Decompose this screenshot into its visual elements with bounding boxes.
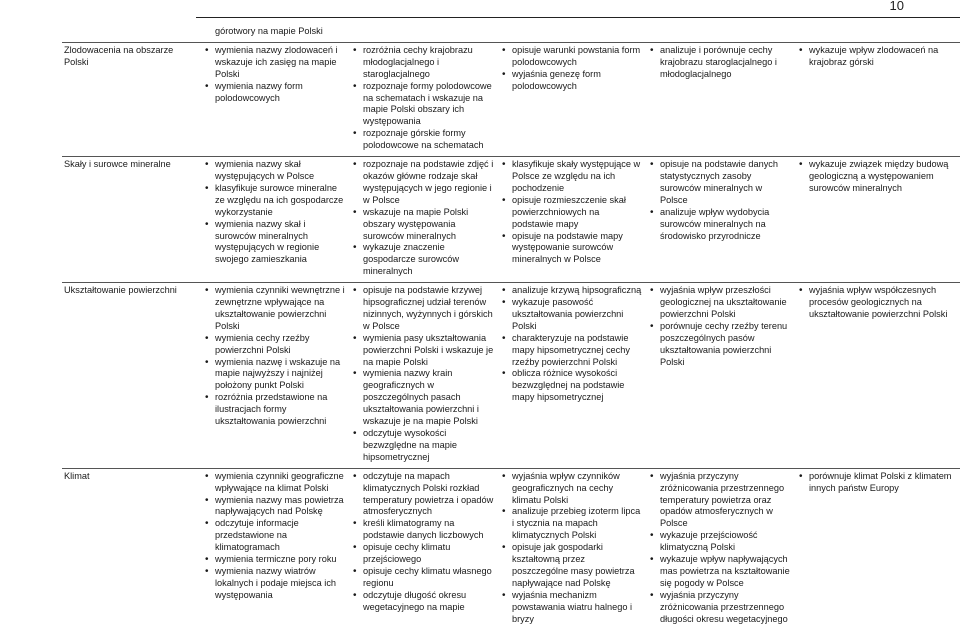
requirement-list [350,159,495,278]
requirement-item: • wyjaśnia wpływ czynników geograficznych na cechy klimatu Polski [499,471,643,507]
requirement-item: • opisuje warunki powstania form polodowcowych [499,45,643,69]
requirement-item: • wykazuje wpływ zlodowaceń na krajobraz górski [796,45,958,69]
requirement-cell [645,468,794,629]
requirement-item: • wyjaśnia wpływ współczesnych procesów geologicznych na ukształtowanie powierzchni Polski [796,285,958,321]
requirement-item: • odczytuje informacje przedstawione na klimatogramach [202,518,346,554]
requirement-item: • wskazuje na mapie Polski obszary występowania surowców mineralnych [350,207,495,243]
requirement-item: • klasyfikuje surowce mineralne ze względu na ich gospodarcze wykorzystanie [202,183,346,219]
requirement-item: • wykazuje wpływ napływających mas powietrza na kształtowanie się pogody w Polsce [647,554,792,590]
requirement-item: • odczytuje wysokości bezwzględne na mapie hipsometrycznej [350,428,495,464]
requirement-item: • rozpoznaje górskie formy polodowcowe na schematach [350,128,495,152]
requirement-item: • opisuje cechy klimatu przejściowego [350,542,495,566]
table-row [62,42,960,156]
requirement-list [796,285,958,321]
requirement-item: • wymienia nazwy zlodowaceń i wskazuje ich zasięg na mapie Polski [202,45,346,81]
requirement-list [350,471,495,614]
requirement-list [499,471,643,626]
requirement-cell [200,26,348,42]
requirement-item: • wyjaśnia genezę form polodowcowych [499,69,643,93]
requirement-item: • opisuje na podstawie danych statystycznych zasoby surowców mineralnych w Polsce [647,159,792,207]
requirement-list [499,159,643,266]
requirement-item: • rozpoznaje formy polodowcowe na schematach i wskazuje na mapie Polski obszary ich występowania [350,81,495,129]
table-row [62,157,960,283]
requirement-item: • opisuje na podstawie krzywej hipsograficznej udział terenów nizinnych, wyżynnych i górskich w Polsce [350,285,495,333]
requirement-list [796,159,958,195]
requirement-cell [200,157,348,283]
requirement-item: • opisuje rozmieszczenie skał powierzchniowych na podstawie mapy [499,195,643,231]
requirement-cell [497,26,645,42]
requirement-list [202,159,346,266]
requirement-item: • wykazuje pasowość ukształtowania powierzchni Polski [499,297,643,333]
requirement-item: • wymienia nazwy skał i surowców mineralnych występujących w regionie swojego zamieszkania [202,219,346,267]
requirement-item: • opisuje na podstawie mapy występowanie surowców mineralnych w Polsce [499,231,643,267]
requirement-cell [497,468,645,629]
requirement-cell [645,42,794,156]
requirement-item: • wymienia nazwę i wskazuje na mapie najwyższy i najniżej położony punkt Polski [202,357,346,393]
requirement-item: • oblicza różnice wysokości bezwzględnej na podstawie mapy hipsometrycznej [499,368,643,404]
requirement-list [202,471,346,602]
topic-cell [62,468,200,629]
requirement-item: • klasyfikuje skały występujące w Polsce ze względu na ich pochodzenie [499,159,643,195]
requirement-cell [794,26,960,42]
requirement-item: • wyjaśnia przyczyny zróżnicowania przestrzennego długości okresu wegetacyjnego [647,590,792,626]
requirement-item: • odczytuje długość okresu wegetacyjnego na mapie [350,590,495,614]
requirement-item: • wymienia cechy rzeźby powierzchni Polski [202,333,346,357]
requirement-cell [348,26,497,42]
topic-label: Skały i surowce mineralne [64,159,171,170]
requirement-item: • analizuje przebieg izoterm lipca i stycznia na mapach klimatycznych Polski [499,506,643,542]
topic-cell [62,26,200,42]
requirement-list [202,45,346,105]
requirement-item: • analizuje i porównuje cechy krajobrazu staroglacjalnego i młodoglacjalnego [647,45,792,81]
requirement-item: • odczytuje na mapach klimatycznych Polski rozkład temperatury powietrza i opadów atmosferycznych [350,471,495,519]
requirement-cell [645,157,794,283]
requirement-item: • wymienia nazwy form polodowcowych [202,81,346,105]
curriculum-table [62,26,960,630]
top-rule [196,17,960,18]
requirement-list [647,45,792,81]
requirement-item: • analizuje wpływ wydobycia surowców mineralnych na środowisko przyrodnicze [647,207,792,243]
table-body [62,26,960,630]
requirement-cell [794,42,960,156]
requirement-list [350,285,495,464]
requirement-list [647,471,792,626]
requirement-item: • wymienia pasy ukształtowania powierzchni Polski i wskazuje je na mapie Polski [350,333,495,369]
requirement-cell [497,42,645,156]
topic-label: Zlodowacenia na obszarze Polski [64,44,174,67]
requirement-item: • wyjaśnia przyczyny zróżnicowania przestrzennego temperatury powietrza oraz opadów atmosferycznych w Polsce [647,471,792,531]
requirement-list [499,285,643,404]
topic-cell [62,157,200,283]
requirement-list [647,159,792,242]
requirement-item: • opisuje jak gospodarki kształtowną przez poszczególne masy powietrza napływające nad Polskę [499,542,643,590]
requirement-list [202,285,346,428]
requirement-cell [348,157,497,283]
requirement-item: • analizuje krzywą hipsograficzną [499,285,643,297]
requirement-cell [794,157,960,283]
requirement-cell [348,42,497,156]
requirement-list [796,45,958,69]
requirement-item: • wykazuje związek między budową geologiczną a występowaniem surowców mineralnych [796,159,958,195]
requirement-cell [497,157,645,283]
requirement-item: • wykazuje znaczenie gospodarcze surowców mineralnych [350,242,495,278]
requirement-cell [497,283,645,469]
requirement-item: • rozpoznaje na podstawie zdjęć i okazów główne rodzaje skał występujących w jego regionie i w Polsce [350,159,495,207]
requirement-item: • opisuje cechy klimatu własnego regionu [350,566,495,590]
requirement-cell [200,283,348,469]
requirement-item: • rozróżnia przedstawione na ilustracjach formy ukształtowania powierzchni [202,392,346,428]
requirement-item: • charakteryzuje na podstawie mapy hipsometrycznej cechy rzeźby powierzchni Polski [499,333,643,369]
table-row [62,283,960,469]
requirement-item: • kreśli klimatogramy na podstawie danych liczbowych [350,518,495,542]
requirement-item: • wykazuje przejściowość klimatyczną Polski [647,530,792,554]
requirement-cell [200,468,348,629]
requirement-cell [348,283,497,469]
requirement-item: • wymienia termiczne pory roku [202,554,346,566]
table-row [62,468,960,629]
requirement-list [499,45,643,93]
requirement-item: • wymienia czynniki geograficzne wpływające na klimat Polski [202,471,346,495]
plain-text-line: górotwory na mapie Polski [215,26,323,36]
requirement-item: • wymienia nazwy wiatrów lokalnych i podaje miejsca ich występowania [202,566,346,602]
requirement-item: • porównuje klimat Polski z klimatem innych państw Europy [796,471,958,495]
topic-label: Ukształtowanie powierzchni [64,285,177,296]
requirement-item: • wymienia czynniki wewnętrzne i zewnętrzne wpływające na ukształtowanie powierzchni Polski [202,285,346,333]
requirement-item: • wymienia nazwy mas powietrza napływających nad Polskę [202,495,346,519]
page-number: 10 [889,0,904,13]
requirement-list [350,45,495,152]
requirement-item: • wymienia nazwy skał występujących w Polsce [202,159,346,183]
table-row [62,26,960,42]
topic-cell [62,283,200,469]
requirement-item: • porównuje cechy rzeźby terenu poszczególnych pasów ukształtowania powierzchni Polski [647,321,792,369]
requirement-item: • wyjaśnia mechanizm powstawania wiatru halnego i bryzy [499,590,643,626]
requirement-cell [200,42,348,156]
topic-label: Klimat [64,470,90,481]
requirement-list [796,471,958,495]
requirement-item: • wyjaśnia wpływ przeszłości geologicznej na ukształtowanie powierzchni Polski [647,285,792,321]
requirement-cell [645,283,794,469]
requirement-item: • rozróżnia cechy krajobrazu młodoglacjalnego i staroglacjalnego [350,45,495,81]
requirement-cell [348,468,497,629]
requirement-cell [794,468,960,629]
requirement-cell [645,26,794,42]
requirement-item: • wymienia nazwy krain geograficznych w poszczególnych pasach ukształtowania powierzchni i wskazuje je na mapie Polski [350,368,495,428]
requirement-cell [794,283,960,469]
requirement-list [647,285,792,368]
topic-cell [62,42,200,156]
